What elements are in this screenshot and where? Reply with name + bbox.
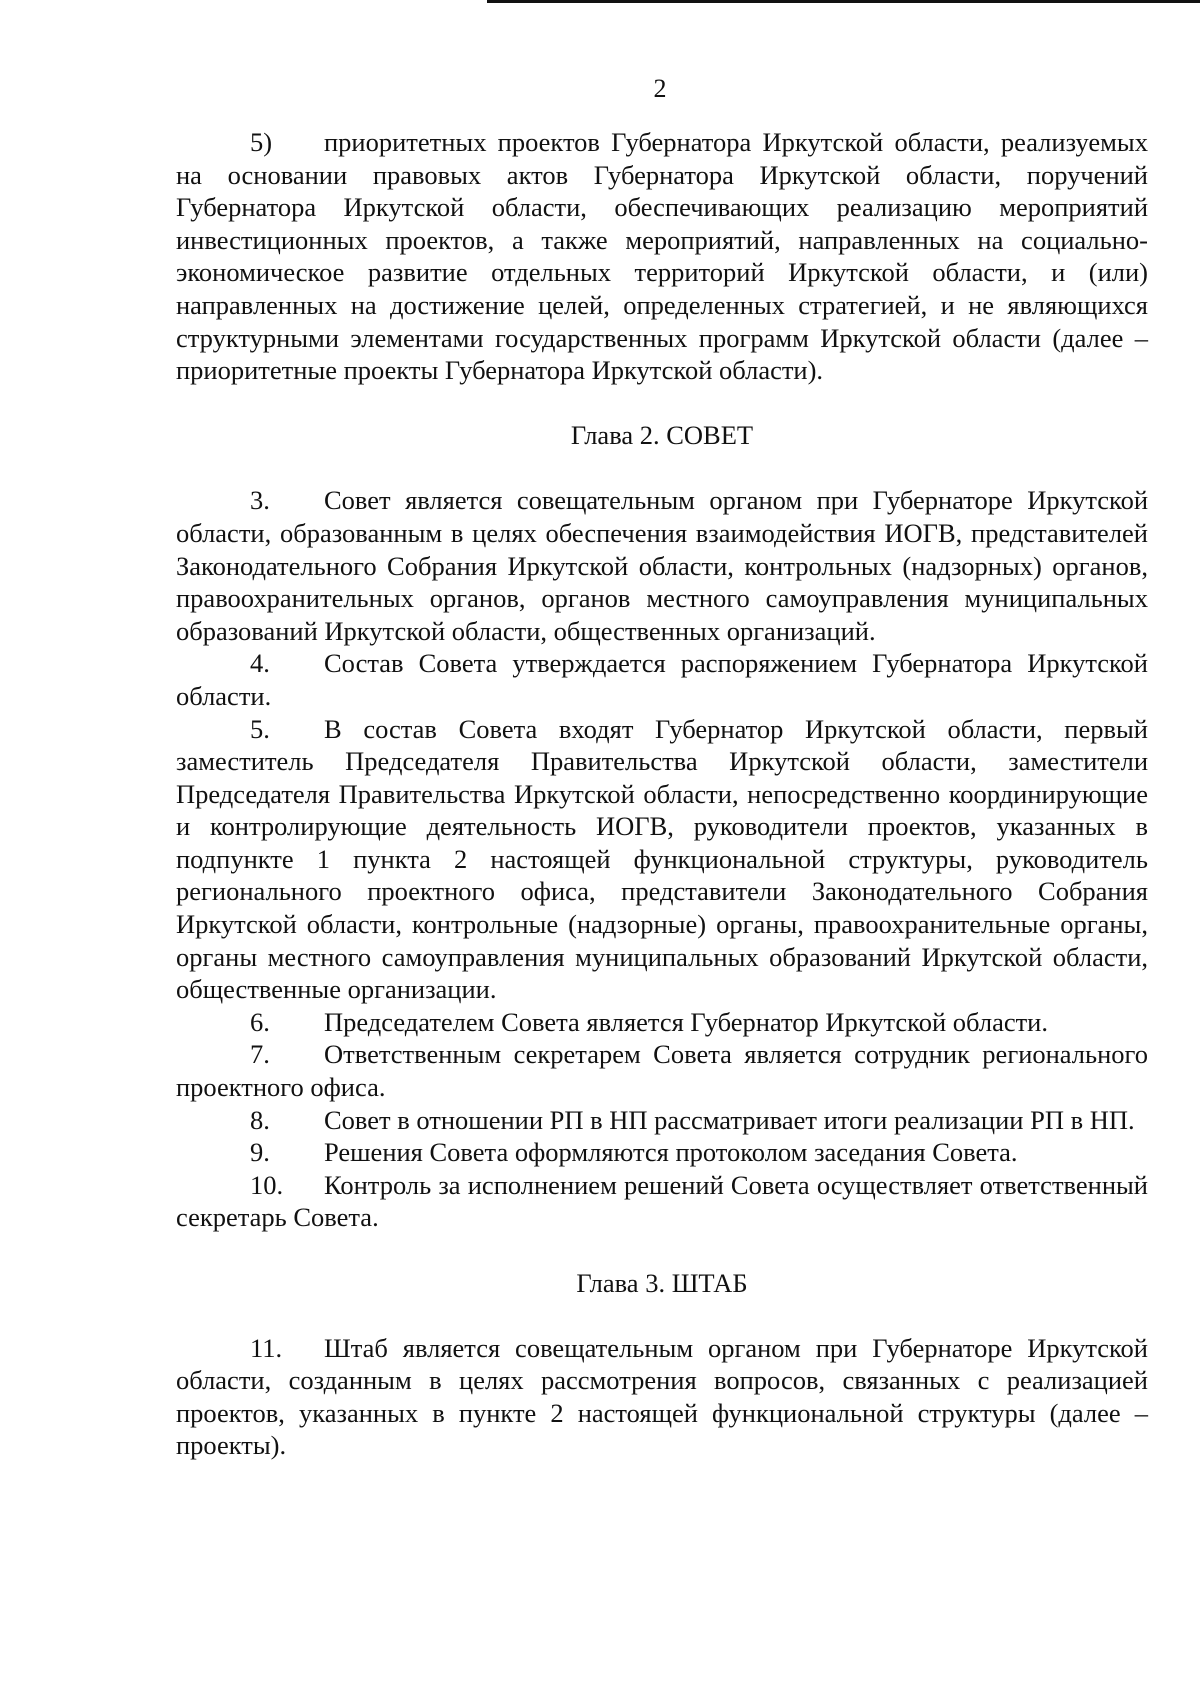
page-number: 2 [653, 74, 667, 103]
paragraph-text: В состав Совета входят Губернатор Иркутской области, первый заместитель Председателя Правительства Иркутской области, заместители Председателя Правительства Иркутской области, непосредственно координирующие и контролирующие деятельность ИОГВ, руководители проектов, указанных в подпункте 1 пункта 2 настоящей функциональной структуры, руководитель регионального проектного офиса, представители Законодательного Собрания Иркутской области, контрольные (надзорные) органы, правоохранительные органы, органы местного самоуправления муниципальных образований Иркутской области, общественные организации. [176, 713, 1148, 1005]
paragraph-item-5 [176, 126, 1148, 387]
top-border-line [487, 0, 1200, 3]
paragraph-text: Состав Совета утверждается распоряжением Губернатора Иркутской области. [176, 648, 1148, 711]
paragraph-5 [176, 713, 1148, 1006]
paragraph-text: Совет в отношении РП в НП рассматривает итоги реализации РП в НП. [324, 1104, 1135, 1135]
paragraph-text: Контроль за исполнением решений Совета осуществляет ответственный секретарь Совета. [176, 1169, 1148, 1233]
paragraph-number: 10. [250, 1169, 284, 1200]
paragraph-text: приоритетных проектов Губернатора Иркутской области, реализуемых на основании правовых актов Губернатора Иркутской области, поручений Губернатора Иркутской области, обеспечивающих реализацию мероприятий инвестиционных проектов, а также мероприятий, направленных на социально-экономическое развитие отдельных территорий Иркутской области, и (или) направленных на достижение целей, определенных стратегией, и не являющихся структурными элементами государственных программ Иркутской области (далее – приоритетные проекты Губернатора Иркутской области). [176, 127, 1148, 386]
paragraph-text: Ответственным секретарем Совета является сотрудник регионального проектного офиса. [176, 1039, 1148, 1103]
paragraph-text: Председателем Совета является Губернатор Иркутской области. [324, 1006, 1048, 1037]
paragraph-text: Совет является совещательным органом при Губернаторе Иркутской области, образованным в целях обеспечения взаимодействия ИОГВ, представителей Законодательного Собрания Иркутской области, контрольных (надзорных) органов, правоохранительных органов, органов местного самоуправления муниципальных образований Иркутской области, общественных организаций. [176, 485, 1148, 646]
paragraph-4 [176, 647, 1148, 712]
chapter-3-heading: Глава 3. ШТАБ [576, 1268, 748, 1298]
paragraph-text: Решения Совета оформляются протоколом заседания Совета. [324, 1137, 1018, 1168]
paragraph-10 [176, 1169, 1148, 1234]
paragraph-11 [176, 1332, 1148, 1462]
document-body [176, 126, 1148, 1462]
paragraph-6 [176, 1006, 1148, 1039]
paragraph-number: 4. [250, 648, 270, 679]
paragraph-3 [176, 484, 1148, 647]
paragraph-number: 7. [250, 1039, 270, 1070]
paragraph-number: 5) [250, 127, 273, 157]
paragraph-number: 8. [250, 1104, 270, 1135]
paragraph-7 [176, 1038, 1148, 1103]
paragraph-number: 9. [250, 1137, 270, 1168]
paragraph-number: 11. [250, 1332, 283, 1363]
paragraph-number: 3. [250, 485, 270, 516]
paragraph-text: Штаб является совещательным органом при Губернаторе Иркутской области, созданным в целях рассмотрения вопросов, связанных с реализацией проектов, указанных в пункте 2 настоящей функциональной структуры (далее – проекты). [176, 1332, 1148, 1461]
chapter-2-heading: Глава 2. СОВЕТ [570, 419, 754, 450]
paragraph-9 [176, 1136, 1148, 1169]
paragraph-8 [176, 1104, 1148, 1137]
paragraph-number: 6. [250, 1006, 270, 1037]
paragraph-number: 5. [250, 713, 270, 744]
